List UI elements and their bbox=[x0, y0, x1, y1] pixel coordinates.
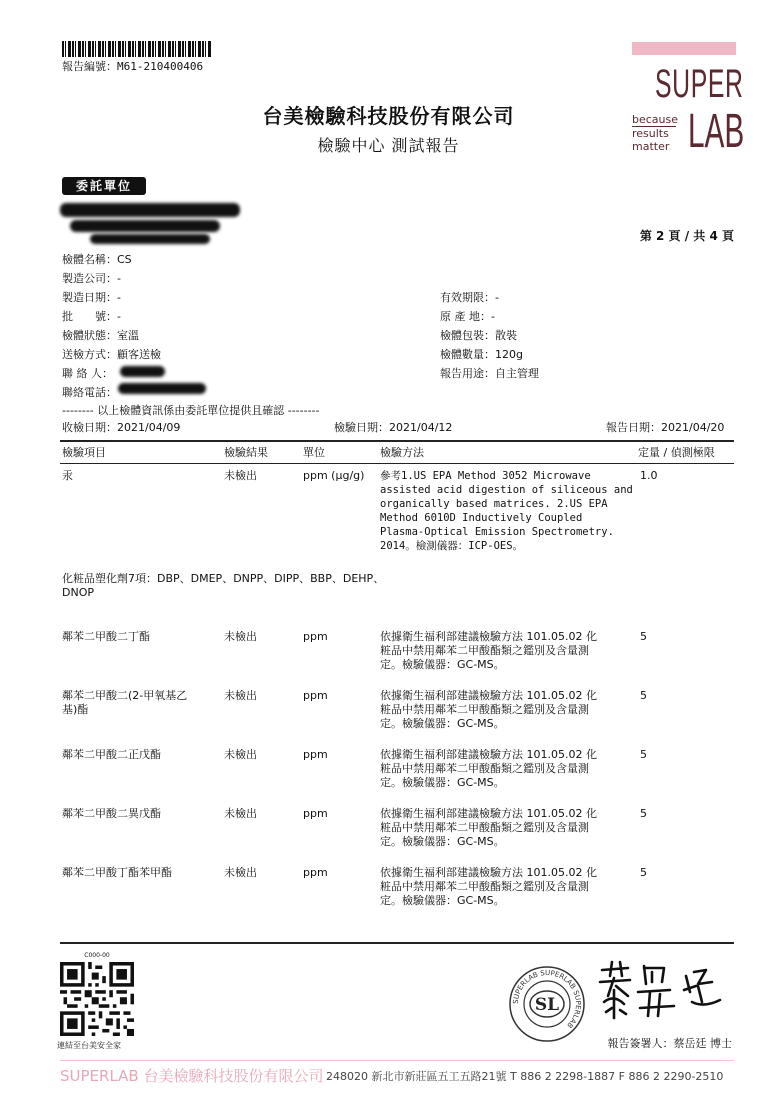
limit-cell: 5 bbox=[640, 689, 647, 702]
info-row: 檢體名稱：CS bbox=[62, 253, 132, 266]
info-row: 報告用途：自主管理 bbox=[440, 367, 539, 380]
barcode bbox=[62, 41, 212, 57]
info-row: 批 號：- bbox=[62, 310, 121, 323]
qr-caption: 連結至台美安全家 bbox=[57, 1041, 121, 1050]
svg-text:SUPERLAB SUPERLAB SUPERLAB: SUPERLAB SUPERLAB SUPERLAB bbox=[511, 968, 583, 1030]
table-header-rule bbox=[60, 463, 734, 464]
unit-cell: ppm bbox=[303, 866, 328, 879]
col-header-unit: 單位 bbox=[303, 446, 325, 459]
col-header-limit: 定量 / 偵測極限 bbox=[638, 446, 715, 459]
info-row: 檢體數量：120g bbox=[440, 348, 523, 361]
result-cell: 未檢出 bbox=[224, 469, 257, 482]
item-name: 鄰苯二甲酸二丁酯 bbox=[62, 630, 150, 643]
unit-cell: ppm bbox=[303, 807, 328, 820]
info-row: 製造日期：- bbox=[62, 291, 121, 304]
item-name: 鄰苯二甲酸二正戊酯 bbox=[62, 748, 161, 761]
received-date: 收檢日期：2021/04/09 bbox=[62, 421, 181, 434]
item-name: 汞 bbox=[62, 469, 73, 482]
info-row: 送檢方式：顧客送檢 bbox=[62, 348, 161, 361]
company-name: 台美檢驗科技股份有限公司 bbox=[262, 104, 515, 128]
report-date: 報告日期：2021/04/20 bbox=[606, 421, 725, 434]
redacted-phone bbox=[118, 383, 206, 394]
table-bottom-rule bbox=[60, 942, 734, 944]
info-row: 製造公司：- bbox=[62, 272, 121, 285]
result-cell: 未檢出 bbox=[224, 866, 257, 879]
method-cell: 依據衛生福利部建議檢驗方法 101.05.02 化 粧品中禁用鄰苯二甲酸酯類之鑑別及含量測 定。檢驗儀器：GC-MS。 bbox=[380, 866, 597, 907]
client-badge: 委託單位 bbox=[62, 177, 146, 195]
page-indicator: 第 2 頁 / 共 4 頁 bbox=[639, 229, 734, 243]
col-header-result: 檢驗結果 bbox=[224, 446, 268, 459]
method-cell: 依據衛生福利部建議檢驗方法 101.05.02 化 粧品中禁用鄰苯二甲酸酯類之鑑別及含量測 定。檢驗儀器：GC-MS。 bbox=[380, 689, 597, 730]
unit-cell: ppm (μg/g) bbox=[303, 469, 365, 482]
item-name: 鄰苯二甲酸二(2-甲氧基乙 基)酯 bbox=[62, 689, 188, 716]
logo-tagline: because results matter bbox=[632, 113, 679, 153]
method-cell: 依據衛生福利部建議檢驗方法 101.05.02 化 粧品中禁用鄰苯二甲酸酯類之鑑別及含量測 定。檢驗儀器：GC-MS。 bbox=[380, 748, 597, 789]
report-number: 報告編號：M61-210400406 bbox=[62, 60, 204, 73]
svg-text:SL: SL bbox=[534, 995, 560, 1015]
logo-super: SUPER bbox=[655, 62, 744, 106]
item-name: 鄰苯二甲酸丁酯苯甲酯 bbox=[62, 866, 172, 879]
qr-code-icon[interactable] bbox=[60, 962, 134, 1036]
info-row: 檢體狀態：室溫 bbox=[62, 329, 139, 342]
result-cell: 未檢出 bbox=[224, 630, 257, 643]
lab-seal-icon bbox=[508, 965, 586, 1043]
logo-bar bbox=[632, 42, 736, 55]
confirm-note: -------- 以上檢體資訊係由委託單位提供且確認 -------- bbox=[62, 404, 320, 417]
test-date: 檢驗日期：2021/04/12 bbox=[334, 421, 453, 434]
result-cell: 未檢出 bbox=[224, 748, 257, 761]
result-cell: 未檢出 bbox=[224, 689, 257, 702]
footer-address: 248020 新北市新莊區五工五路21號 T 886 2 2298-1887 F 886 2 2290-2510 bbox=[326, 1070, 724, 1083]
redacted-contact bbox=[120, 366, 165, 377]
redacted-client-address-2 bbox=[90, 234, 210, 244]
item-name: 鄰苯二甲酸二異戊酯 bbox=[62, 807, 161, 820]
unit-cell: ppm bbox=[303, 630, 328, 643]
report-subtitle: 檢驗中心 測試報告 bbox=[317, 136, 460, 155]
footer-brand: SUPERLAB 台美檢驗科技股份有限公司 bbox=[60, 1067, 324, 1085]
qr-code-label: C000-00 bbox=[84, 952, 110, 959]
table-top-rule bbox=[60, 440, 734, 442]
redacted-client-name bbox=[60, 203, 240, 217]
info-row: 檢體包裝：散裝 bbox=[440, 329, 517, 342]
col-header-item: 檢驗項目 bbox=[62, 446, 106, 459]
unit-cell: ppm bbox=[303, 748, 328, 761]
logo-lab: LAB bbox=[688, 105, 745, 158]
limit-cell: 5 bbox=[640, 866, 647, 879]
unit-cell: ppm bbox=[303, 689, 328, 702]
table-row-mercury bbox=[62, 469, 73, 483]
info-row: 原 產 地：- bbox=[440, 310, 495, 323]
sample-info-right bbox=[440, 291, 539, 386]
limit-cell: 1.0 bbox=[640, 469, 658, 482]
handwritten-signature bbox=[594, 956, 724, 1026]
method-cell: 依據衛生福利部建議檢驗方法 101.05.02 化 粧品中禁用鄰苯二甲酸酯類之鑑別及含量測 定。檢驗儀器：GC-MS。 bbox=[380, 807, 597, 848]
info-row: 有效期限：- bbox=[440, 291, 499, 304]
redacted-client-address bbox=[70, 220, 220, 232]
info-row: 聯 絡 人： bbox=[62, 367, 113, 380]
result-cell: 未檢出 bbox=[224, 807, 257, 820]
plasticizer-group-title: 化粧品塑化劑7項：DBP、DMEP、DNPP、DIPP、BBP、DEHP、 DNOP bbox=[62, 572, 385, 599]
limit-cell: 5 bbox=[640, 748, 647, 761]
footer-rule bbox=[60, 1060, 734, 1061]
limit-cell: 5 bbox=[640, 630, 647, 643]
signer-name: 報告簽署人：蔡岳廷 博士 bbox=[607, 1037, 732, 1050]
info-row: 聯絡電話： bbox=[62, 386, 117, 399]
method-cell: 參考1.US EPA Method 3052 Microwave assisted acid digestion of siliceous and organically based matrices. 2.US EPA Method 6010D Inductively Coupled Plasma-Optical Emission Spectrometry. 2014。檢測儀器：ICP-OES。 bbox=[380, 470, 633, 552]
col-header-method: 檢驗方法 bbox=[380, 446, 424, 459]
method-cell: 依據衛生福利部建議檢驗方法 101.05.02 化 粧品中禁用鄰苯二甲酸酯類之鑑別及含量測 定。檢驗儀器：GC-MS。 bbox=[380, 630, 597, 671]
limit-cell: 5 bbox=[640, 807, 647, 820]
